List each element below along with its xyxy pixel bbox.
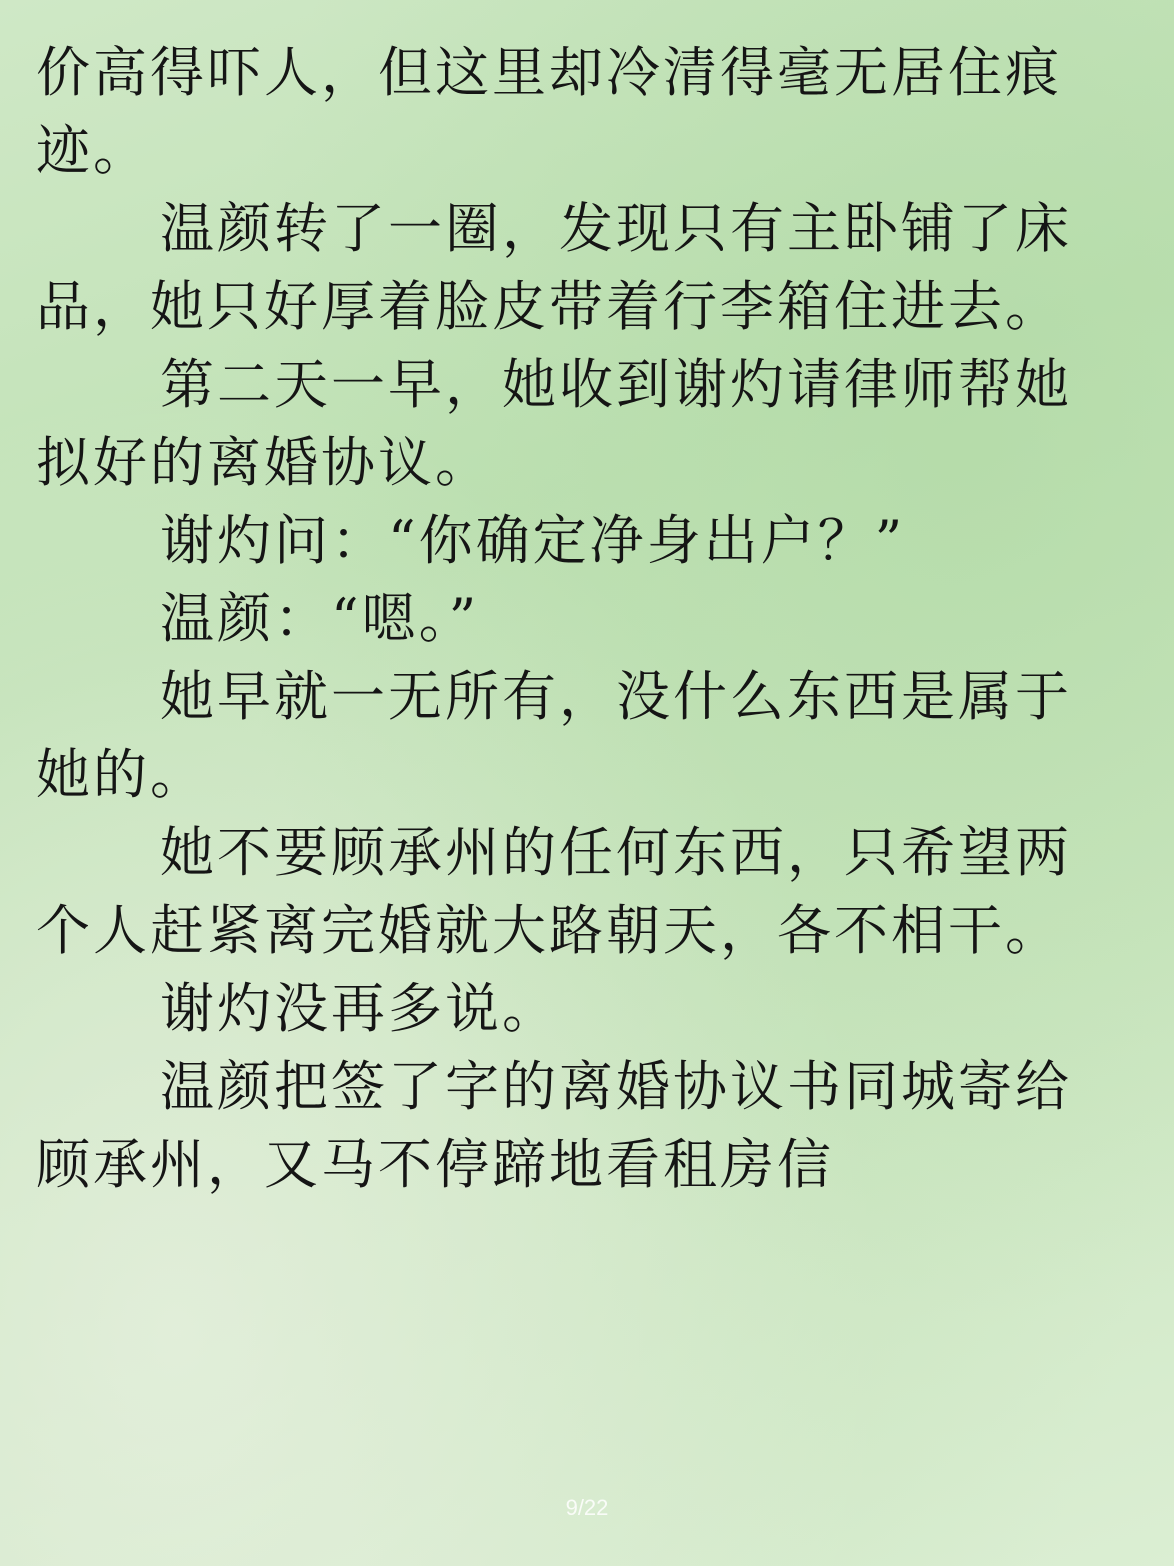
paragraph-3: 第二天一早，她收到谢灼请律师帮她拟好的离婚协议。: [36, 353, 1072, 494]
paragraph-9: 温颜把签了字的离婚协议书同城寄给顾承州，又马不停蹄地看租房信: [36, 1055, 1072, 1196]
story-text: [36, 34, 1096, 1204]
paragraph-4: 谢灼问：“你确定净身出户？”: [160, 509, 906, 572]
page-indicator: 9/22: [565, 1495, 609, 1520]
paragraph-6: 她早就一无所有，没什么东西是属于她的。: [36, 665, 1072, 806]
paragraph-1: 价高得吓人，但这里却冷清得毫无居住痕迹。: [36, 41, 1062, 182]
paragraph-2: 温颜转了一圈，发现只有主卧铺了床品，她只好厚着脸皮带着行李箱住进去。: [36, 197, 1072, 338]
paragraph-7: 她不要顾承州的任何东西，只希望两个人赶紧离完婚就大路朝天，各不相干。: [36, 821, 1072, 962]
paragraph-5: 温颜：“嗯。”: [160, 587, 480, 650]
paragraph-8: 谢灼没再多说。: [160, 977, 559, 1040]
